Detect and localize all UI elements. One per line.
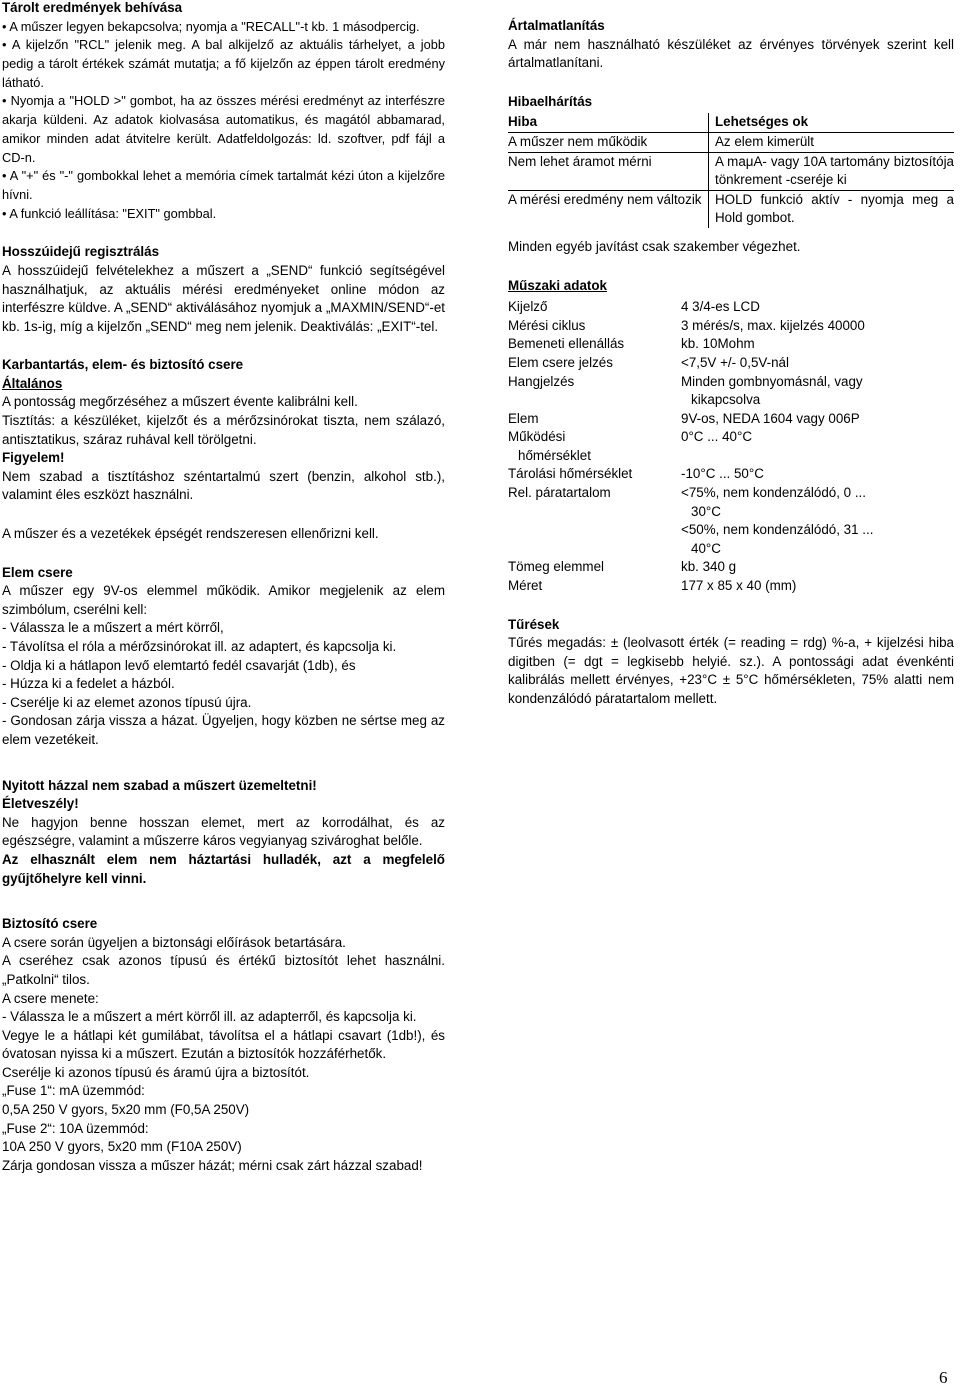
battery-line-7: - Gondosan zárja vissza a házat. Ügyeljen, hogy közben ne sértse meg az elem vezetékeit. [2, 713, 445, 747]
tol-title: Tűrések [508, 616, 560, 632]
fuse-line-8: 0,5A 250 V gyors, 5x20 mm (F0,5A 250V) [2, 1102, 250, 1118]
maint-p2: Tisztítás: a készüléket, kijelzőt és a mérőzsinórokat tiszta, nem szálazó, antisztatikus, száraz ruhával kell törölgetni. [2, 413, 445, 447]
recall-item-1: • A műszer legyen bekapcsolva; nyomja a "RECALL"-t kb. 1 másodpercig. [2, 18, 420, 34]
battery-line-4: - Oldja ki a hátlapon levő elemtartó fedél csavarját (1db), és [2, 657, 356, 673]
tech-value [681, 373, 954, 410]
battery-line-3: - Távolítsa el róla a mérőzsinórokat ill. az adaptert, és kapcsolja ki. [2, 639, 397, 655]
tech-value: 4 3/4-es LCD [681, 299, 760, 315]
maint-p1: A pontosság megőrzéséhez a műszert évente kalibrálni kell. [2, 394, 358, 410]
troubleshooting-table [508, 113, 954, 228]
table-row [508, 465, 954, 484]
table-cell: A maμA- vagy 10A tartomány biztosítója tönkrement -cseréje ki [709, 152, 955, 190]
tech-key-line: Működési [508, 429, 566, 445]
tech-value: -10°C ... 50°C [681, 466, 764, 482]
table-cell: Nem lehet áramot mérni [508, 152, 709, 190]
tech-value: kb. 10Mohm [681, 336, 755, 352]
header-ok: Lehetséges ok [709, 113, 955, 132]
tech-value: 9V-os, NEDA 1604 vagy 006P [681, 410, 860, 426]
long-title: Hosszúidejű regisztrálás [2, 244, 160, 260]
table-row [508, 152, 954, 190]
fuse-line-7: „Fuse 1“: mA üzemmód: [2, 1083, 145, 1099]
tech-key: Méret [508, 578, 543, 594]
tech-value [681, 484, 954, 558]
tech-key [508, 428, 681, 465]
page-number: 6 [939, 1368, 948, 1387]
fuse-line-10: 10A 250 V gyors, 5x20 mm (F10A 250V) [2, 1139, 242, 1155]
tech-key-line: hőmérséklet [518, 447, 591, 463]
tech-value: 0°C ... 40°C [681, 429, 752, 445]
tech-key: Tárolási hőmérséklet [508, 466, 633, 482]
tech-value: <7,5V +/- 0,5V-nál [681, 354, 789, 370]
table-cell: HOLD funkció aktív - nyomja meg a Hold gombot. [709, 190, 955, 228]
table-row [508, 335, 954, 354]
recall-title: Tárolt eredmények behívása [2, 0, 183, 15]
danger-p2: Az elhasznált elem nem háztartási hulladék, azt a megfelelő gyűjtőhelyre kell vinni. [2, 851, 445, 886]
tech-key: Bemeneti ellenállás [508, 336, 625, 352]
tech-value-line: <75%, nem kondenzálódó, 0 ... [681, 485, 866, 501]
maint-general-title: Általános [2, 375, 63, 391]
fuse-line-3: A csere menete: [2, 990, 99, 1006]
battery-line-6: - Cserélje ki az elemet azonos típusú újra. [2, 694, 252, 710]
long-text: A hosszúidejű felvételekhez a műszert a „SEND“ funkció segítségével használhatjuk, az aktuális mérési eredményeket online módon az interfészre küldve. A „SEND“ aktiválásához nyomjuk a „MAXMIN/SEND“-et kb. 1s-ig, míg a kijelzőn „SEND“ meg nem jelenik. Deaktiválás: „EXIT“-tel. [2, 262, 445, 334]
fuse-line-11: Zárja gondosan vissza a műszer házát; mérni csak zárt házzal szabad! [2, 1157, 423, 1173]
table-row [508, 558, 954, 577]
battery-line-5: - Húzza ki a fedelet a házból. [2, 676, 175, 692]
fuse-line-5: Vegye le a hátlapi két gumilábat, távolítsa el a hátlapi csavart (1db!), és óvatosan nyissa ki a műszert. Ezután a biztosítók hozzáférhetők. [2, 1027, 445, 1062]
recall-item-5: • A funkció leállítása: "EXIT" gombbal. [2, 205, 217, 221]
recall-item-3: • Nyomja a "HOLD >" gombot, ha az összes mérési eredményt az interfészre akarja küldeni. Az adatok kiolvasása automatikus, és magától abbamarad, amikor minden adat átvitelre került. Adatfeldolgozás: ld. szoftver, pdf fájl a CD-n. [2, 93, 445, 165]
tech-value: 177 x 85 x 40 (mm) [681, 578, 797, 594]
table-row [508, 428, 954, 465]
table-cell: Az elem kimerült [709, 132, 955, 152]
fuse-line-1: A csere során ügyeljen a biztonsági előírások betartására. [2, 934, 346, 950]
tech-key: Elem csere jelzés [508, 354, 613, 370]
recall-item-2: • A kijelzőn "RCL" jelenik meg. A bal alkijelző az aktuális tárhelyet, a jobb pedig a tárolt értékek számát mutatja; a fő kijelzőn az éppen tárolt eredmény látható. [2, 37, 445, 90]
battery-title: Elem csere [2, 564, 73, 580]
table-row [508, 373, 954, 410]
danger-line-2: Életveszély! [2, 796, 79, 812]
fuse-line-9: „Fuse 2“: 10A üzemmód: [2, 1120, 149, 1136]
fuse-line-6: Cserélje ki azonos típusú és áramú újra a biztosítót. [2, 1064, 310, 1080]
maint-p4: A műszer és a vezetékek épségét rendszeresen ellenőrizni kell. [2, 526, 379, 542]
table-cell: A műszer nem működik [508, 132, 709, 152]
tech-key: Mérési ciklus [508, 317, 586, 333]
tech-value-line: 40°C [691, 540, 721, 556]
table-row [508, 190, 954, 228]
tech-key: Tömeg elemmel [508, 559, 604, 575]
table-row [508, 410, 954, 429]
tech-value: 3 mérés/s, max. kijelzés 40000 [681, 317, 865, 333]
tech-value-line: Minden gombnyomásnál, vagy [681, 373, 863, 389]
tech-data-table [508, 298, 954, 596]
tech-value: kb. 340 g [681, 559, 737, 575]
maint-warning-title: Figyelem! [2, 450, 65, 466]
fuse-line-4: - Válassza le a műszert a mért körről ill. az adapterről, és kapcsolja ki. [2, 1009, 417, 1025]
right-column [508, 0, 954, 709]
table-row [508, 577, 954, 596]
danger-p1: Ne hagyjon benne hosszan elemet, mert az korrodálhat, és az egészségre, valamint a műszerre káros vegyianyag szivároghat belőle. [2, 814, 445, 849]
fuse-line-2: A cseréhez csak azonos típusú és értékű biztosítót lehet használni. „Patkolni“ tilos. [2, 953, 445, 987]
header-hiba: Hiba [508, 114, 538, 130]
left-column [2, 0, 445, 1175]
table-row [508, 484, 954, 558]
tech-title: Műszaki adatok [508, 277, 607, 293]
maint-p3: Nem szabad a tisztításhoz széntartalmú szert (benzin, alkohol stb.), valamint éles eszközt használni. [2, 468, 445, 503]
tech-value-line: <50%, nem kondenzálódó, 31 ... [681, 522, 874, 538]
tech-key: Hangjelzés [508, 373, 575, 389]
trouble-title: Hibaelhárítás [508, 93, 593, 109]
table-row [508, 132, 954, 152]
battery-line-1: A műszer egy 9V-os elemmel működik. Amikor megjelenik az elem szimbólum, cserélni kell: [2, 583, 445, 617]
table-cell: A mérési eredmény nem változik [508, 190, 709, 228]
tech-key: Kijelző [508, 299, 548, 315]
tol-text: Tűrés megadás: ± (leolvasott érték (= reading = rdg) %-a, + kijelzési hiba digitben (= dgt = legkisebb helyié. sz.). A pontossági adat évenkénti kalibrálás mellett érvényes, +23°C ± 5°C hőmérsékleten, 75% alatti nem kondenzálódó páratartalom mellett. [508, 635, 954, 706]
fuse-title: Biztosító csere [2, 916, 98, 932]
tech-value-line: kikapcsolva [691, 392, 761, 408]
recall-item-4: • A "+" és "-" gombokkal lehet a memória címek tartalmát kézi úton a kijelzőre hívni. [2, 168, 445, 202]
table-row [508, 298, 954, 317]
battery-line-2: - Válassza le a műszert a mért körről, [2, 620, 224, 636]
table-header-row [508, 113, 954, 132]
trouble-note: Minden egyéb javítást csak szakember végezhet. [508, 238, 801, 254]
tech-value-line: 30°C [691, 503, 721, 519]
table-row [508, 354, 954, 373]
table-row [508, 317, 954, 336]
danger-line-1: Nyitott házzal nem szabad a műszert üzemeltetni! [2, 777, 317, 793]
maint-title: Karbantartás, elem- és biztosító csere [2, 357, 244, 373]
disposal-title: Ártalmatlanítás [508, 18, 605, 33]
tech-key: Rel. páratartalom [508, 485, 611, 501]
disposal-text: A már nem használható készüléket az érvényes törvények szerint kell ártalmatlanítani. [508, 36, 954, 71]
tech-key: Elem [508, 410, 539, 426]
